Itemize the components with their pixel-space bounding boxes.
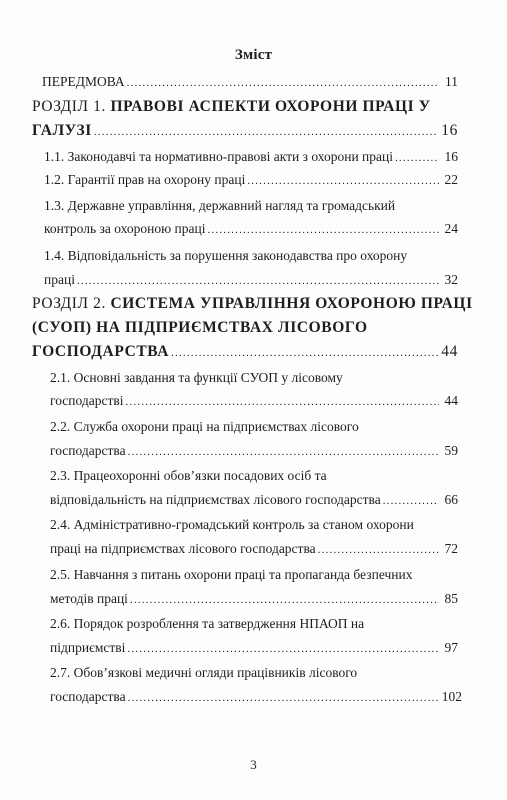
toc-entry [32,97,458,117]
toc-entry [50,466,458,486]
toc-entry-text: ПРАВОВІ АСПЕКТИ ОХОРОНИ ПРАЦІ У [110,98,431,115]
toc-entry [32,121,458,142]
toc-leader-dots [77,271,439,291]
toc-leader-dots [207,220,439,240]
toc-entry-text: ПЕРЕДМОВА [42,74,125,89]
toc-entry-text: СИСТЕМА УПРАВЛІННЯ ОХОРОНОЮ ПРАЦІ [110,295,473,312]
toc-entry [32,318,458,338]
toc-entry-title [50,391,124,411]
toc-entry-title [50,663,357,683]
toc-entry [50,417,458,437]
toc-leader-dots [127,639,439,659]
toc-entry-title [50,565,412,585]
toc-entry [50,687,462,708]
toc-entry-title [50,417,359,437]
toc-page-number: 22 [444,172,458,187]
toc-entry-text: 1.1. Законодавчі та нормативно-правові акти з охорони праці [44,149,393,164]
toc-entry-text: ГОСПОДАРСТВА [32,343,170,360]
toc-entry-title [50,687,126,707]
toc-entry [44,196,458,216]
toc-entry-text: відповідальність на підприємствах лісового господарства [50,492,381,507]
toc-page-number: 44 [444,393,458,408]
toc-entry [44,246,458,266]
toc-entry [44,147,458,168]
toc-leader-dots [126,392,440,412]
toc-entry [50,565,458,585]
toc-entry-title [50,589,128,609]
toc-page-number: 32 [444,272,458,287]
toc-leader-dots [383,491,439,511]
toc-section-prefix: РОЗДІЛ 2. [32,295,111,312]
toc-entry-text: 1.3. Державне управління, державний нагляд та громадський [44,198,396,213]
toc-page-number: 11 [445,74,458,89]
toc-entry [50,391,458,412]
toc-entry-title [50,614,364,634]
toc-page-number: 16 [441,122,458,139]
toc-entry-text: 2.6. Порядок розроблення та затвердження НПАОП на [50,616,365,631]
toc-entry-title [32,318,368,338]
toc-page-number: 85 [444,591,458,606]
toc-entry [50,441,458,462]
toc-entry [32,342,458,363]
toc-entry [50,614,458,634]
toc-entry-title [50,466,327,486]
toc-entry [50,368,458,388]
toc-entry [44,170,458,191]
toc-entry-text: ГАЛУЗІ [32,122,92,139]
toc-page-number: 72 [444,541,458,556]
toc-leader-dots [318,540,439,560]
toc-entry-text: підприємстві [50,640,126,655]
toc-entry [50,638,458,659]
toc-entry-text: 2.7. Обов’язкові медичні огляди працівників лісового [50,665,358,680]
toc-entry-title [44,170,245,190]
toc-leader-dots [128,442,439,462]
toc-leader-dots [128,688,439,708]
toc-entry-title [50,539,316,559]
toc-entry-text: господарства [50,443,126,458]
toc-entry [50,490,458,511]
toc-section-prefix: РОЗДІЛ 1. [32,98,111,115]
toc-entry-title [44,219,205,239]
toc-entry-title [50,490,381,510]
toc-entry-title [50,515,414,535]
toc-entry-title [50,638,125,658]
toc-page-number: 97 [444,640,458,655]
toc-entry-title [42,72,125,92]
toc-entry-title [44,270,75,290]
toc-page-number: 102 [441,689,462,704]
toc-leader-dots [247,171,439,191]
toc-entry-title [32,121,92,141]
toc-entry-text: праці [44,272,75,287]
toc-page-number: 44 [441,343,458,360]
toc-entry-text: праці на підприємствах лісового господарства [50,541,316,556]
toc-leader-dots [94,122,438,142]
toc-entry-title [32,342,169,362]
toc-leader-dots [395,148,439,168]
toc-entry-text: 2.3. Працеохоронні обов’язки посадових осіб та [50,468,327,483]
toc-entry-title [50,441,126,461]
toc-entry-title [32,97,431,117]
toc-entry-title [50,368,343,388]
toc-entry-text: господарстві [50,393,124,408]
toc-entry-text: господарства [50,689,126,704]
toc-entry [44,270,458,291]
toc-entry-title [44,196,395,216]
toc-entry [50,515,458,535]
toc-entry [50,589,458,610]
toc-page-number: 16 [444,149,458,164]
toc-entry-title [44,246,407,266]
page-title: Зміст [234,47,273,63]
toc-entry-text: 2.5. Навчання з питань охорони праці та пропаганда безпечних [50,567,413,582]
toc-entry-title [44,147,393,167]
toc-entry-text: 2.1. Основні завдання та функції СУОП у лісовому [50,370,343,385]
toc-entry-text: (СУОП) НА ПІДПРИЄМСТВАХ ЛІСОВОГО [32,319,368,336]
toc-entry-title [32,294,473,314]
toc-entry [50,539,458,560]
toc-entry-text: методів праці [50,591,128,606]
toc-entry [44,219,458,240]
toc-entry-text: 1.2. Гарантії прав на охорону праці [44,172,246,187]
toc-entry-text: 1.4. Відповідальність за порушення законодавства про охорону [44,248,408,263]
toc-page-number: 59 [444,443,458,458]
toc-entry-text: 2.2. Служба охорони праці на підприємствах лісового [50,419,359,434]
toc-leader-dots [127,73,439,93]
toc-page-number: 24 [444,221,458,236]
toc-page-number: 66 [444,492,458,507]
toc-entry [32,294,473,314]
toc-leader-dots [130,590,439,610]
page-number: 3 [250,757,257,772]
toc-entry [50,663,458,683]
toc-entry [42,72,458,93]
toc-entry-text: 2.4. Адміністративно-громадський контроль за станом охорони [50,517,414,532]
toc-leader-dots [171,343,438,363]
toc-entry-text: контроль за охороною праці [44,221,206,236]
